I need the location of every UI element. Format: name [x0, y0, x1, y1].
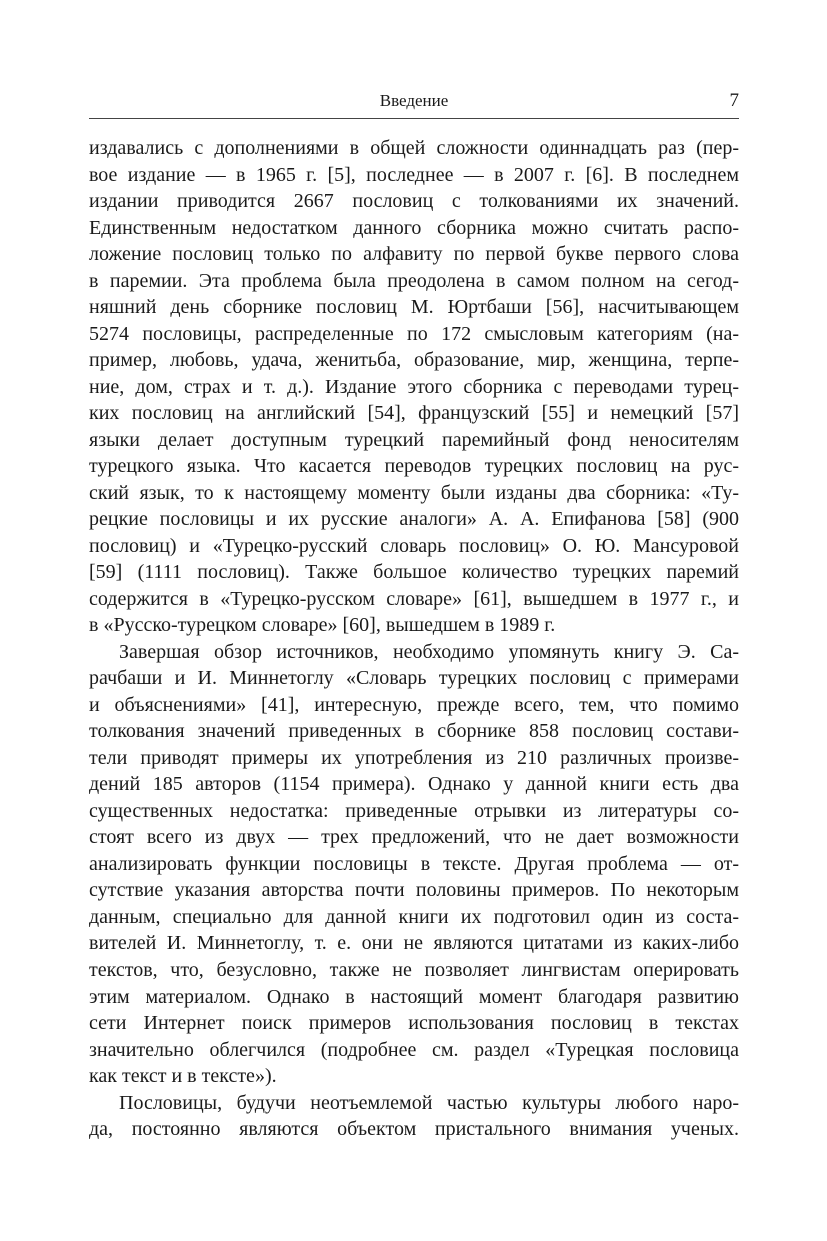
text-line: вителей И. Миннетоглу, т. е. они не являются цитатами из каких-либо: [89, 932, 739, 955]
text-line: анализировать функции пословицы в тексте. Другая проблема — от-: [89, 852, 739, 875]
text-line: дений 185 авторов (1154 примера). Однако у данной книги есть два: [89, 773, 739, 796]
text-line: издавались с дополнениями в общей сложности одиннадцать раз (пер-: [89, 137, 739, 159]
text-line: сутствие указания авторства почти половины примеров. По некоторым: [89, 879, 739, 902]
text-line: толкования значений приведенных в сборнике 858 пословиц состави-: [89, 720, 739, 743]
text-line: ние, дом, страх и т. д.). Издание этого сборника с переводами турец-: [89, 375, 739, 398]
text-line: в «Русско-турецком словаре» [60], вышедшем в 1989 г.: [89, 614, 556, 637]
text-line: няшний день сборнике пословиц М. Юртбаши [56], насчитывающем: [89, 296, 739, 319]
text-line: данным, специально для данной книги их подготовил один из соста-: [89, 905, 739, 928]
text-line: содержится в «Турецко-русском словаре» [61], вышедшем в 1977 г., и: [89, 587, 739, 610]
text-line: 5274 пословицы, распределенные по 172 смысловым категориям (на-: [89, 322, 739, 345]
text-line: [59] (1111 пословиц). Также большое количество турецких паремий: [89, 561, 739, 584]
text-line: сети Интернет поиск примеров использования пословиц в текстах: [89, 1012, 739, 1035]
text-line: стоят всего из двух — трех предложений, что не дает возможности: [89, 826, 739, 849]
paragraph: [89, 639, 739, 1090]
paragraph: [89, 135, 739, 639]
text-line: и объяснениями» [41], интересную, прежде всего, тем, что помимо: [89, 693, 739, 716]
text-line: языки делает доступным турецкий паремийный фонд неносителям: [89, 428, 739, 451]
text-line: ложение пословиц только по алфавиту по первой букве первого слова: [89, 243, 739, 266]
text-line: этим материалом. Однако в настоящий момент благодаря развитию: [89, 985, 739, 1008]
text-line: пример, любовь, удача, женитьба, образование, мир, женщина, терпе-: [89, 349, 739, 372]
chapter-title: Введение: [379, 91, 449, 110]
text-line: рачбаши и И. Миннетоглу «Словарь турецких пословиц с примерами: [89, 667, 739, 690]
text-line: Пословицы, будучи неотъемлемой частью культуры любого наро-: [119, 1091, 739, 1114]
text-line: Завершая обзор источников, необходимо упомянуть книгу Э. Са-: [119, 640, 739, 663]
paragraph: [89, 1090, 739, 1143]
text-line: значительно облегчился (подробнее см. раздел «Турецкая пословица: [89, 1038, 739, 1061]
text-line: вое издание — в 1965 г. [5], последнее — в 2007 г. [6]. В последнем: [89, 163, 739, 186]
body-text: [89, 135, 739, 1143]
text-line: Единственным недостатком данного сборника можно считать распо-: [89, 216, 739, 239]
text-line: в паремии. Эта проблема была преодолена в самом полном на сегод-: [89, 269, 739, 292]
text-line: да, постоянно являются объектом пристального внимания ученых.: [89, 1118, 739, 1141]
text-line: ский язык, то к настоящему моменту были изданы два сборника: «Ту-: [89, 481, 739, 504]
text-line: как текст и в тексте»).: [89, 1065, 277, 1088]
page-number: 7: [729, 90, 739, 111]
text-line: издании приводится 2667 пословиц с толкованиями их значений.: [89, 190, 739, 213]
running-header: [89, 88, 739, 119]
text-line: существенных недостатка: приведенные отрывки из литературы со-: [89, 799, 739, 822]
text-line: рецкие пословицы и их русские аналоги» А. А. Епифанова [58] (900: [89, 508, 739, 531]
text-line: турецкого языка. Что касается переводов турецких пословиц на рус-: [89, 455, 739, 478]
text-line: тели приводят примеры их употребления из 210 различных произве-: [89, 746, 739, 769]
text-line: текстов, что, безусловно, также не позволяет лингвистам оперировать: [89, 958, 739, 981]
text-line: ких пословиц на английский [54], французский [55] и немецкий [57]: [89, 402, 739, 425]
text-line: пословиц) и «Турецко-русский словарь пословиц» О. Ю. Мансуровой: [89, 534, 739, 557]
